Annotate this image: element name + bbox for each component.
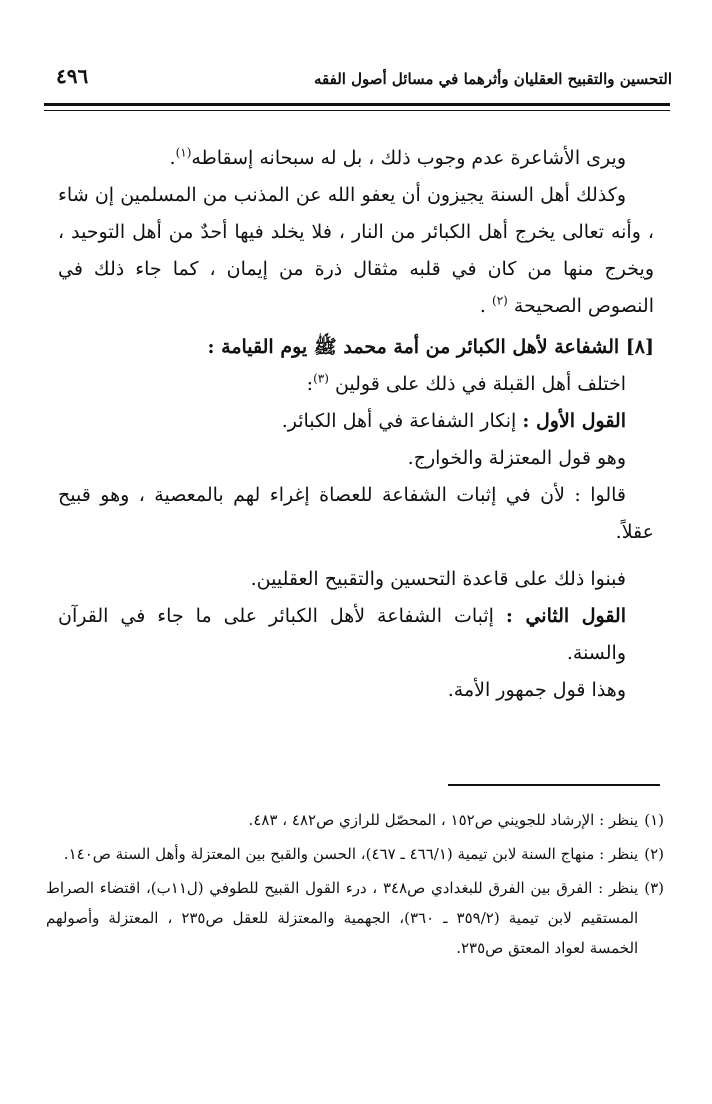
first-opinion-holders: وهو قول المعتزلة والخوارج. [407, 447, 626, 469]
footnote-separator [448, 784, 660, 786]
paragraph-disagreement: اختلف أهل القبلة في ذلك على قولين $^{(٣)}$: [306, 371, 626, 395]
footnote-3 [46, 873, 664, 963]
second-opinion-holders: وهذا قول جمهور الأمة. [447, 679, 626, 701]
footnote-number: (٣) [644, 879, 664, 897]
main-text [58, 140, 654, 709]
header-rule-thick [44, 103, 670, 106]
first-opinion-basis: فبنوا ذلك على قاعدة التحسين والتقبيح العقليين. [250, 568, 626, 590]
paragraph-ahl-sunna: وكذلك أهل السنة يجيزون أن يعفو الله عن المذنب من المسلمين إن شاء ، وأنه تعالى يخرج أهل الكبائر من النار ، فلا يخلد فيها أحدٌ من أهل التوحيد ، ويخرج منها من كان في قلبه مثقال ذرة من إيمان ، كما جاء ذلك في النصوص الصحيحة $^{(٢)}$ . [58, 184, 654, 317]
first-opinion-label: القول الأول : [522, 410, 626, 432]
first-opinion: القول الأول : إنكار الشفاعة في أهل الكبائر. [281, 410, 626, 432]
section-heading: [٨] الشفاعة لأهل الكبائر من أمة محمد ﷺ يوم القيامة : [207, 336, 654, 358]
footnote-text: ينظر : الفرق بين الفرق للبغدادي ص٣٤٨ ، درء القول القبيح للطوفي (ل١١ب)، اقتضاء الصراط المستقيم لابن تيمية (٣٥٩/٢ ـ ٣٦٠)، الجهمية والمعتزلة للعقل ص٢٣٥ ، المعتزلة وأصولهم الخمسة لعواد المعتق ص٢٣٥. [46, 879, 639, 957]
page-header [42, 62, 672, 102]
footnotes [46, 805, 664, 967]
footnote-number: (٢) [644, 845, 664, 863]
second-opinion: القول الثاني : إثبات الشفاعة لأهل الكبائر على ما جاء في القرآن والسنة. [58, 605, 626, 664]
first-opinion-argument: قالوا : لأن في إثبات الشفاعة للعصاة إغراء لهم بالمعصية ، وهو قبيح عقلاً. [58, 484, 654, 543]
paragraph-ashaira: ويرى الأشاعرة عدم وجوب ذلك ، بل له سبحانه إسقاطه$^{(١)}$. [169, 145, 626, 169]
footnote-text: ينظر : منهاج السنة لابن تيمية (٤٦٦/١ ـ ٤٦٧)، الحسن والقبح بين المعتزلة وأهل السنة ص١٤٠. [63, 845, 639, 863]
running-title: التحسين والتقبيح العقليان وأثرهما في مسائل أصول الفقه [313, 70, 672, 88]
footnote-ref-3: (٣) [313, 371, 329, 386]
page-number: ٤٩٦ [56, 64, 89, 88]
footnote-2 [46, 839, 664, 869]
footnote-ref-1: (١) [175, 145, 192, 160]
footnote-number: (١) [644, 811, 664, 829]
footnote-1 [46, 805, 664, 835]
second-opinion-label: القول الثاني : [505, 605, 626, 627]
header-rule-thin [44, 110, 670, 111]
footnote-ref-2: (٢) [492, 293, 508, 308]
footnote-text: ينظر : الإرشاد للجويني ص١٥٢ ، المحصّل للرازي ص٤٨٢ ، ٤٨٣. [248, 811, 639, 829]
